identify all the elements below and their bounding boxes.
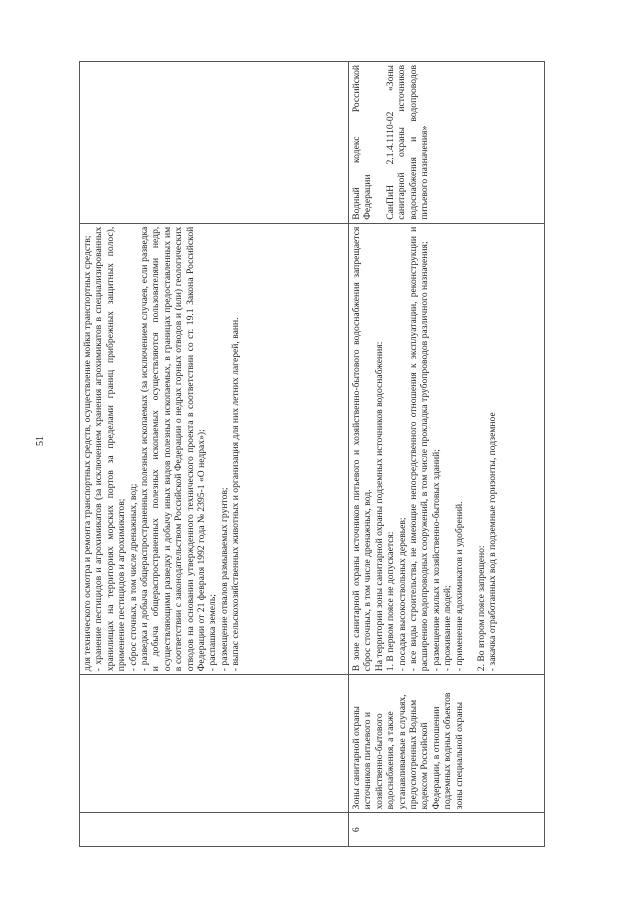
legal-basis-cell (349, 62, 545, 224)
restriction-line: - хранение пестицидов и агрохимикатов (за исключением хранения агрохимикатов в специализированных хранилищах на территориях морских портов за пределами границ прибрежных защитных полос), применение пестицидов и агрохимикатов; (93, 226, 128, 672)
spacer (374, 65, 385, 220)
restriction-line: - применение ядохимикатов и удобрений. (453, 501, 465, 672)
restriction-line: - размещение отвалов размываемых грунтов; (218, 487, 230, 672)
restriction-line: - посадка высокоствольных деревьев; (396, 517, 408, 672)
restriction-line: 2. Во втором поясе запрещено: (476, 545, 488, 672)
restriction-line: - разведка и добыча общераспространенных полезных ископаемых (за исключением случаев, если разведка и добыча общераспространенных полезных ископаемых осуществляются пользователями недр, осуществляющими разведку и добычу иных видов полезных ископаемых, в границах предоставленных им в соответствии с законодательством Российской Федерации о недрах горных отводов и (или) геологических отводов на основании утвержденного технического проекта в соответствии со ст. 19.1 Закона Российской Федерации от 21 февраля 1992 года № 2395-1 «О недрах»); (139, 226, 208, 672)
legal-basis-cell (80, 62, 349, 224)
restriction-line: - закачка отработанных вод в подземные горизонты, подземное (487, 412, 499, 672)
restriction-line: для технического осмотра и ремонта транспортных средств, осуществление мойки транспортных средств; (82, 235, 93, 672)
zone-name-cell (80, 675, 349, 813)
page-number: 51 (35, 436, 46, 446)
restriction-line: На территории зоны санитарной охраны подземных источников водоснабжения: (373, 341, 385, 672)
row-number-cell: 6 (349, 813, 545, 847)
legal-reference: СанПиН 2.1.4.1110-02 «Зоны санитарной охраны источников водоснабжения и водопроводов питьевого назначения» (384, 65, 431, 220)
spacer (465, 227, 476, 671)
restriction-line: - все виды строительства, не имеющие непосредственного отношения к эксплуатации, реконструкции и расширению водопроводных сооружений, в том числе прокладка трубопроводов различного назначения; (408, 226, 431, 672)
restriction-line: - сброс сточных, в том числе дренажных, вод; (127, 483, 139, 672)
restriction-line: - размещение жилых и хозяйственно-бытовых зданий; (430, 449, 442, 672)
restriction-line: - распашка земель; (207, 594, 219, 672)
restriction-line: В зоне санитарной охраны источников питьевого и хозяйственно-бытового водоснабжения запрещается сброс сточных, в том числе дренажных, вод. (351, 226, 374, 672)
zone-name-cell: Зоны санитарной охраны источников питьевого и хозяйственно-бытового водоснабжения, а также устанавливаемые в случаях, предусмотренных Водным кодексом Российской Федерации, в отношении подземных водных объектов зоны специальной охраны (349, 675, 545, 813)
restriction-line: - выпас сельскохозяйственных животных и организация для них летних лагерей, ванн. (230, 317, 242, 672)
row-number-cell (80, 813, 349, 847)
regulations-table (79, 61, 545, 847)
table-row-continued (80, 62, 349, 847)
table (79, 61, 545, 847)
restrictions-cell (349, 223, 545, 674)
table-row-6 (349, 62, 545, 847)
restriction-line: - проживание людей; (442, 585, 454, 672)
restriction-line: 1. В первом поясе не допускается: (385, 531, 397, 672)
restrictions-cell (80, 223, 349, 674)
legal-reference: Водный кодекс Российской Федерации (351, 65, 374, 220)
